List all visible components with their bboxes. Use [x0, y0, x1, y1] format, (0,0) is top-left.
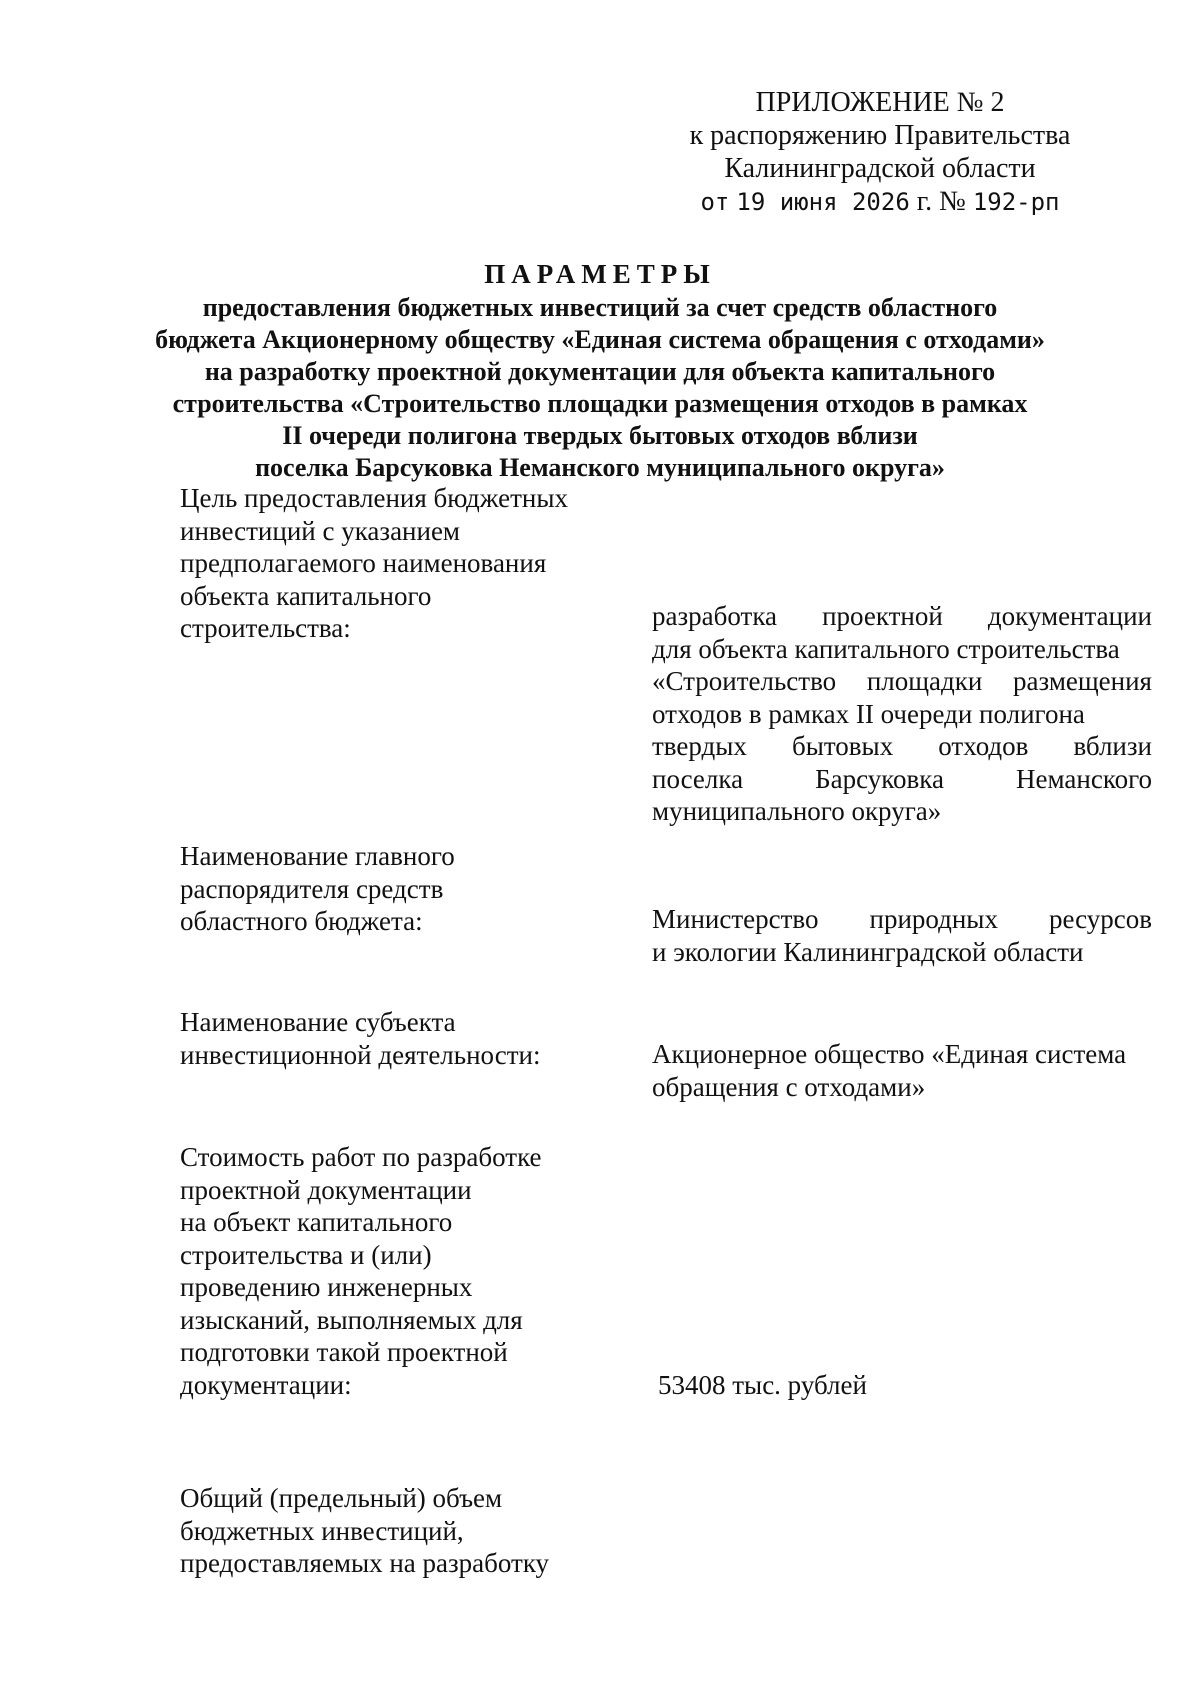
value-line [652, 1038, 1152, 1071]
value-word: вблизи [1073, 731, 1152, 761]
value-word: для объекта капитального строительства [652, 633, 1120, 664]
label-line: изысканий, выполняемых для [180, 1304, 523, 1335]
value-word: природных [869, 904, 998, 934]
subtitle-line: II очереди полигона твердых бытовых отходов вблизи [282, 421, 918, 450]
subtitle-line: на разработку проектной документации для объекта капитального [204, 357, 996, 386]
value-word: «Строительство [652, 666, 837, 696]
subtitle-line: предоставления бюджетных инвестиций за счет средств областного [202, 293, 998, 322]
label-line: бюджетных инвестиций, [180, 1515, 464, 1546]
label-line: Общий (предельный) объем [180, 1483, 503, 1513]
value-word: муниципального округа» [652, 796, 942, 826]
value-line [652, 698, 1152, 731]
date-suffix: г. № [916, 186, 966, 217]
label-line: распорядителя средств [180, 873, 444, 904]
label-line: инвестиционной деятельности: [180, 1039, 541, 1070]
value-word: размещения [1013, 666, 1152, 696]
appendix-number: ПРИЛОЖЕНИЕ № 2 [755, 87, 1005, 118]
value-word: проектной [822, 601, 943, 631]
date-prefix: от [700, 188, 730, 216]
value-word: разработка [652, 601, 778, 631]
subject-value [652, 1038, 1152, 1103]
value-line [652, 795, 1152, 828]
label-line: инвестиций с указанием [180, 515, 461, 546]
label-line: на объект капитального [180, 1207, 453, 1237]
manager-label [180, 840, 610, 938]
value-line [652, 763, 1152, 796]
document-title: ПАРАМЕТРЫ [484, 259, 716, 289]
appendix-region: Калининградской области [724, 153, 1036, 184]
subtitle-line: поселка Барсуковка Неманского муниципального округа» [255, 453, 945, 482]
label-line: областного бюджета: [180, 906, 423, 936]
label-line: документации: [180, 1369, 352, 1400]
label-line: Цель предоставления бюджетных [180, 483, 568, 513]
label-line: предполагаемого наименования [180, 548, 547, 578]
value-line [652, 633, 1152, 666]
value-word: Неманского [1016, 763, 1152, 794]
document-subtitle [150, 292, 1050, 484]
value-line [652, 665, 1152, 698]
goal-label [180, 482, 610, 645]
value-word: площадки [866, 666, 983, 696]
value-word: поселка [652, 763, 744, 794]
value-word: бытовых [791, 731, 894, 761]
subject-label [180, 1006, 610, 1071]
manager-value [652, 903, 1152, 968]
value-word: Барсуковка [815, 763, 944, 794]
label-line: предоставляемых на разработку [180, 1548, 550, 1578]
appendix-reference: к распоряжению Правительства [689, 120, 1071, 151]
value-line [652, 730, 1152, 763]
appendix-date-line [600, 185, 1160, 219]
value-word: обращения с отходами» [652, 1071, 926, 1102]
subtitle-line: бюджета Акционерному обществу «Единая система обращения с отходами» [155, 325, 1045, 354]
label-line: Стоимость работ по разработке [180, 1142, 542, 1172]
appendix-header [600, 86, 1160, 219]
label-line: проведению инженерных [180, 1272, 473, 1302]
value-word: Акционерное общество «Единая система [652, 1039, 1127, 1069]
subtitle-line: строительства «Строительство площадки размещения отходов в рамках [172, 389, 1028, 418]
label-line: Наименование субъекта [180, 1007, 456, 1037]
date-value: 19 июня 2026 [736, 188, 910, 216]
volume-label [180, 1482, 610, 1580]
label-line: Наименование главного [180, 841, 455, 871]
value-word: Министерство [652, 904, 819, 934]
cost-label [180, 1141, 610, 1401]
value-word: документации [987, 601, 1152, 631]
label-line: проектной документации [180, 1174, 472, 1205]
label-line: строительства: [180, 613, 351, 643]
label-line: подготовки такой проектной [180, 1337, 508, 1367]
value-line [652, 1071, 1152, 1104]
label-line: объекта капитального [180, 580, 432, 611]
value-line [652, 936, 1152, 969]
order-number: 192-рп [972, 188, 1060, 216]
value-word: отходов в рамках II очереди полигона [652, 698, 1085, 729]
value-word: отходов [938, 731, 1029, 761]
value-line [652, 903, 1152, 936]
value-word: и экологии Калининградской области [652, 936, 1084, 967]
value-line [652, 600, 1152, 633]
label-line: строительства и (или) [180, 1239, 432, 1270]
goal-value [652, 600, 1152, 828]
value-word: ресурсов [1048, 904, 1152, 934]
cost-value: 53408 тыс. рублей [658, 1370, 867, 1400]
value-word: твердых [652, 731, 747, 761]
